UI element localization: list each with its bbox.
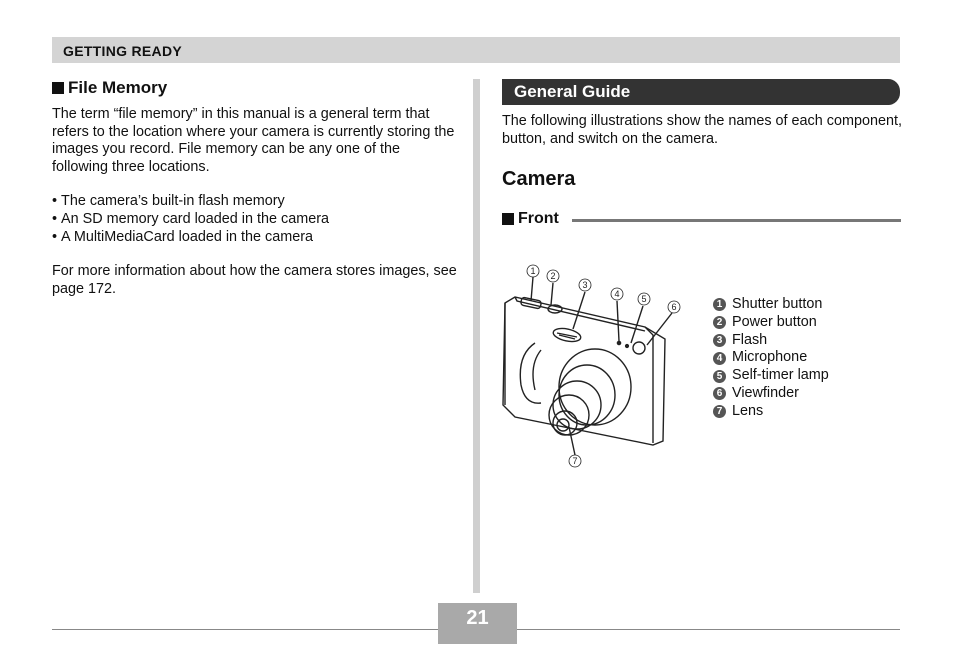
general-guide-intro: The following illustrations show the names of each component, button, and switch on the camera. — [502, 113, 902, 147]
file-memory-locations-list — [52, 193, 457, 246]
page-number: 21 — [466, 607, 489, 629]
number-badge-icon: 1 — [713, 298, 726, 311]
file-memory-paragraph: The term “file memory” in this manual is a general term that refers to the location where your camera is currently storing the images you record. File memory can be any one of the following three locations. — [52, 106, 455, 175]
svg-text:7: 7 — [572, 456, 578, 466]
front-label-text: Front — [518, 210, 559, 227]
more-info-paragraph: For more information about how the camera stores images, see page 172. — [52, 263, 457, 297]
right-column — [502, 79, 902, 227]
list-item: 2 Power button — [713, 314, 829, 332]
list-item: 6 Viewfinder — [713, 385, 829, 403]
square-bullet-icon — [502, 213, 514, 225]
number-badge-icon: 7 — [713, 405, 726, 418]
number-badge-icon: 6 — [713, 387, 726, 400]
list-item: • An SD memory card loaded in the camera — [52, 211, 457, 229]
camera-parts-list — [713, 296, 829, 421]
list-item: 5 Self-timer lamp — [713, 367, 829, 385]
general-guide-bar — [502, 79, 900, 105]
svg-text:2: 2 — [550, 271, 556, 281]
svg-text:3: 3 — [582, 280, 588, 290]
section-header-bar — [52, 37, 900, 63]
camera-front-illustration-icon — [495, 255, 695, 470]
number-badge-icon: 2 — [713, 316, 726, 329]
left-column — [52, 78, 457, 298]
svg-text:5: 5 — [641, 294, 647, 304]
svg-text:6: 6 — [671, 302, 677, 312]
front-rule-line — [572, 219, 901, 222]
list-item: • The camera’s built-in flash memory — [52, 193, 457, 211]
svg-text:1: 1 — [530, 266, 536, 276]
section-header-title: GETTING READY — [63, 43, 183, 59]
number-badge-icon: 3 — [713, 334, 726, 347]
camera-heading: Camera — [502, 168, 576, 191]
front-subheading — [502, 210, 902, 230]
square-bullet-icon — [52, 82, 64, 94]
general-guide-title: General Guide — [514, 82, 631, 101]
number-badge-icon: 5 — [713, 370, 726, 383]
file-memory-heading-text: File Memory — [68, 78, 168, 97]
list-item: 1 Shutter button — [713, 296, 829, 314]
list-item: 3 Flash — [713, 332, 829, 350]
file-memory-heading — [52, 78, 457, 98]
list-item: • A MultiMediaCard loaded in the camera — [52, 229, 457, 247]
list-item: 4 Microphone — [713, 349, 829, 367]
page-number-box — [438, 603, 517, 644]
svg-text:4: 4 — [614, 289, 620, 299]
column-divider — [473, 79, 480, 593]
number-badge-icon: 4 — [713, 352, 726, 365]
list-item: 7 Lens — [713, 403, 829, 421]
